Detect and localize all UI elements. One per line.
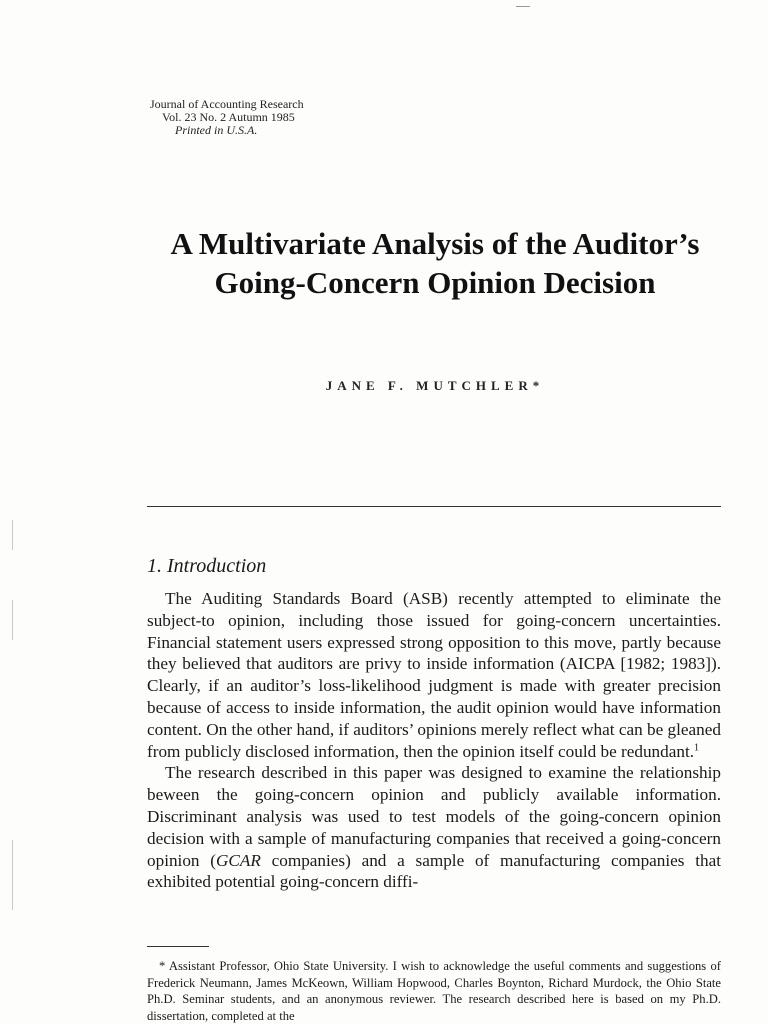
paragraph-text: companies) and a sample of manufacturing companies that exhibited potential going-concern diffi- (147, 850, 721, 892)
journal-printed: Printed in U.S.A. (175, 123, 258, 137)
section-heading: 1. Introduction (147, 555, 267, 577)
journal-volume: Vol. 23 No. 2 Autumn 1985 (162, 110, 295, 124)
paragraph (147, 762, 721, 893)
paragraph-text: The research described in this paper was designed to examine the relationship beween the going-concern opinion and publicly available information. Discriminant analysis was used to test models of the going-concern opinion decision with a sample of manufacturing companies that received a going-concern opinion ( (147, 763, 721, 870)
scan-edge-artifact (12, 600, 13, 640)
scan-edge-artifact (12, 520, 13, 550)
journal-name: Journal of Accounting Research (150, 97, 304, 111)
body-text (147, 588, 721, 893)
italic-term: GCAR (216, 850, 261, 870)
footnote (147, 958, 721, 1024)
article-title: A Multivariate Analysis of the Auditor’s Going-Concern Opinion Decision (170, 226, 700, 300)
footnote-divider (147, 946, 209, 947)
article-author: JANE F. MUTCHLER* (325, 378, 545, 393)
scan-edge-artifact (12, 840, 13, 910)
title-divider (147, 506, 721, 507)
footnote-text: * Assistant Professor, Ohio State University. I wish to acknowledge the useful comments and suggestions of Frederick Neumann, James McKeown, William Hopwood, Charles Boynton, Richard Murdock, the Ohio State Ph.D. Seminar students, and an anonymous reviewer. The research described here is based on my Ph.D. dissertation, completed at the (147, 959, 721, 1023)
paragraph (147, 588, 721, 762)
footnote-marker: 1 (694, 741, 700, 753)
journal-header (150, 98, 304, 137)
paragraph-text: The Auditing Standards Board (ASB) recently attempted to eliminate the subject-to opinion, including those issued for going-concern uncertainties. Financial statement users expressed strong opposition to this move, partly because they believed that auditors are privy to inside information (AICPA [1982; 1983]). Clearly, if an auditor’s loss-likelihood judgment is made with greater precision because of access to inside information, the audit opinion would have information content. On the other hand, if auditors’ opinions merely reflect what can be gleaned from publicly disclosed information, then the opinion itself could be redundant. (147, 589, 721, 761)
scan-artifact (516, 6, 530, 7)
